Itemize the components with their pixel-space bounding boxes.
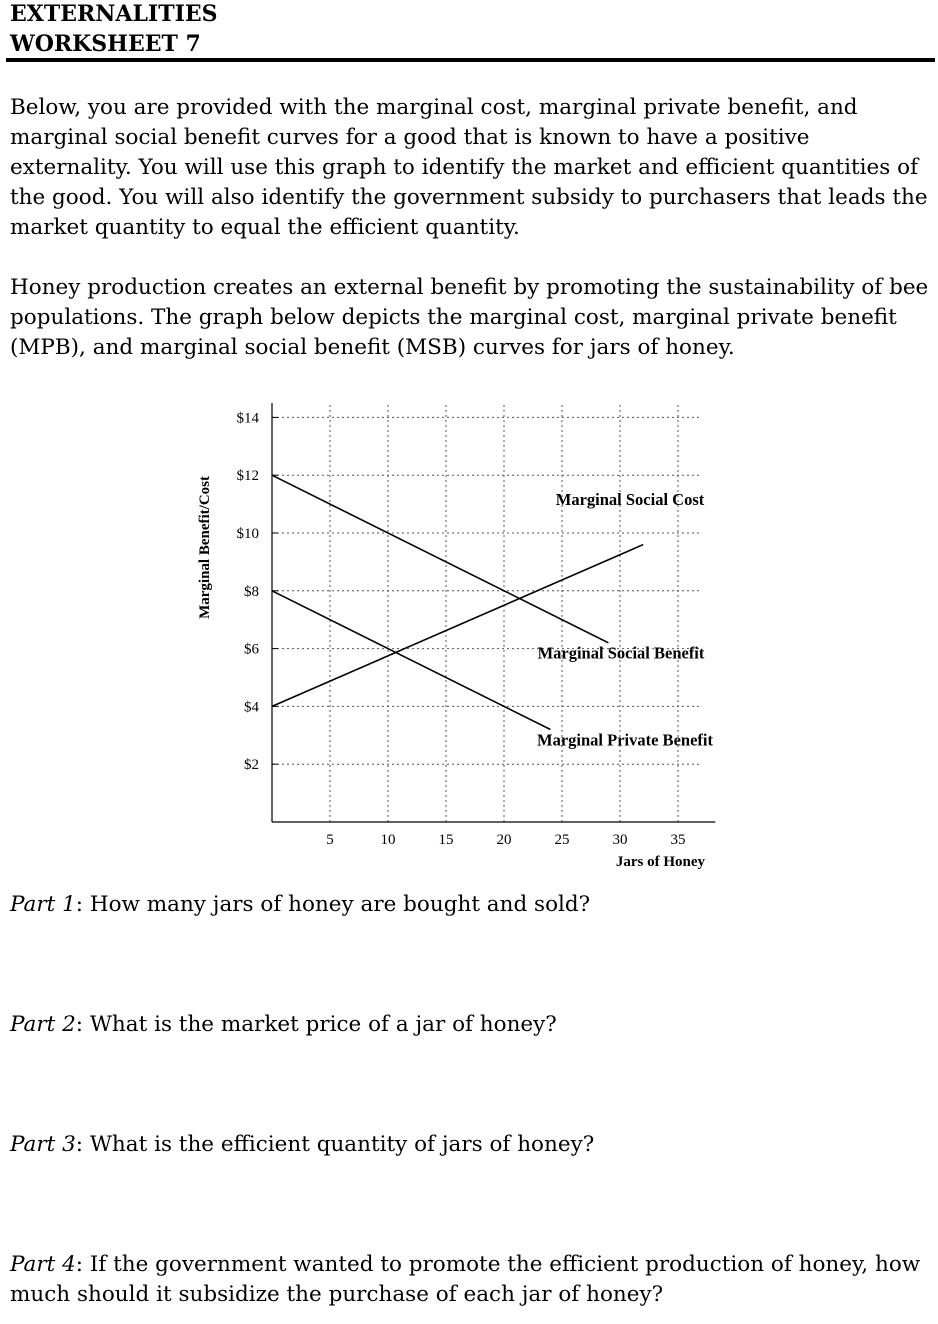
y-tick-label: $2 — [244, 757, 259, 774]
chart-labels — [197, 476, 713, 870]
question-text: : What is the efficient quantity of jars of honey? — [75, 1132, 595, 1157]
question-text: : What is the market price of a jar of honey? — [75, 1012, 557, 1037]
question-label: Part 2 — [10, 1012, 76, 1037]
worksheet-subtitle: WORKSHEET 7 — [10, 31, 201, 57]
y-axis-label: Marginal Benefit/Cost — [197, 475, 213, 619]
x-tick-label: 20 — [496, 832, 512, 848]
marginal-social-cost-label: Marginal Social Cost — [555, 490, 705, 510]
question-text: : If the government wanted to promote the efficient production of honey, how much should it subsidize the purchase of each jar of honey? — [10, 1252, 921, 1307]
chart-curves — [272, 475, 643, 729]
question-text: : How many jars of honey are bought and sold? — [75, 892, 591, 917]
x-axis-label: Jars of Honey — [615, 854, 705, 870]
marginal-social-cost-line — [272, 545, 643, 707]
header-rule — [6, 58, 935, 62]
marginal-social-benefit-label: Marginal Social Benefit — [537, 643, 705, 663]
question-part-2 — [10, 1010, 932, 1040]
chart-ticks — [237, 410, 686, 848]
x-tick-label: 15 — [438, 832, 454, 848]
scenario-paragraph: Honey production creates an external benefit by promoting the sustainability of bee populations. The graph below depicts the marginal cost, marginal private benefit (MPB), and marginal social benefit (MSB) curves for jars of honey. — [10, 275, 929, 360]
chart-axes — [272, 403, 715, 822]
x-tick-label: 35 — [670, 832, 686, 848]
question-label: Part 1 — [10, 892, 76, 917]
question-label: Part 3 — [10, 1132, 76, 1157]
externality-chart — [0, 380, 938, 880]
y-tick-label: $8 — [244, 583, 259, 600]
question-part-4 — [10, 1250, 932, 1310]
marginal-private-benefit-line — [272, 591, 550, 730]
question-part-3 — [10, 1130, 932, 1160]
question-part-1 — [10, 890, 932, 920]
x-tick-label: 30 — [612, 832, 628, 848]
intro-paragraph: Below, you are provided with the marginal cost, marginal private benefit, and marginal social benefit curves for a good that is known to have a positive externality. You will use this graph to identify the market and efficient quantities of the good. You will also identify the government subsidy to purchasers that leads the market quantity to equal the efficient quantity. — [10, 95, 928, 240]
x-tick-label: 10 — [380, 832, 396, 848]
worksheet-title: EXTERNALITIES — [10, 1, 218, 27]
y-tick-label: $14 — [236, 410, 259, 427]
y-tick-label: $12 — [236, 468, 259, 485]
marginal-private-benefit-label: Marginal Private Benefit — [537, 730, 713, 750]
y-tick-label: $4 — [244, 699, 259, 716]
y-tick-label: $10 — [236, 526, 259, 542]
x-tick-label: 5 — [326, 832, 334, 848]
x-tick-label: 25 — [554, 832, 570, 848]
question-label: Part 4 — [10, 1252, 76, 1277]
y-tick-label: $6 — [244, 641, 259, 658]
